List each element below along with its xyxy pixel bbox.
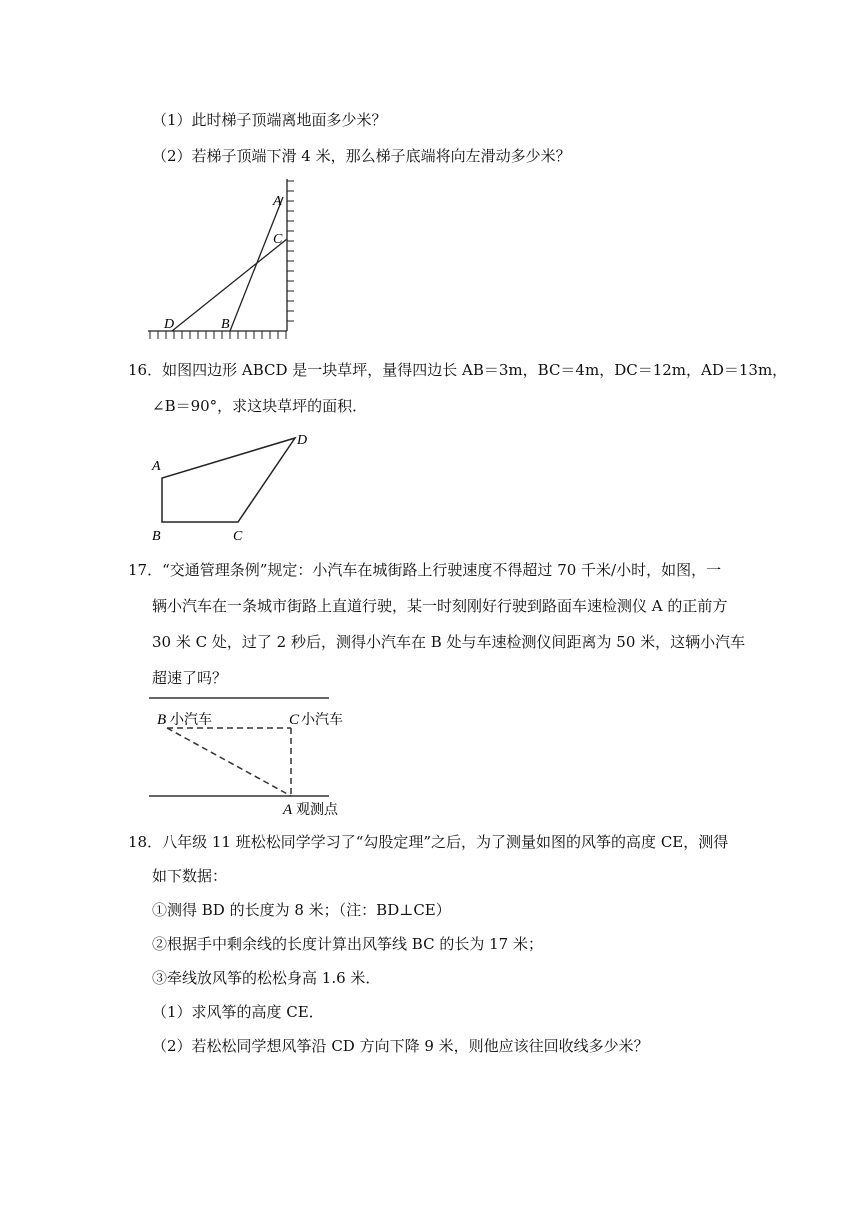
- q17-label-A-text: 观测点: [296, 802, 338, 818]
- q16-line2: ∠B＝90°，求这块草坪的面积．: [152, 397, 368, 415]
- q17-line3: 30 米 C 处，过了 2 秒后，测得小汽车在 B 处与车速检测仪间距离为 50 米，这辆小汽车: [152, 633, 746, 651]
- q16-label-D: D: [297, 433, 308, 448]
- q18-line1: 18．八年级 11 班松松同学学习了“勾股定理”之后，为了测量如图的风筝的高度 CE，测得: [128, 833, 729, 851]
- q17-line2: 辆小汽车在一条城市街路上直道行驶，某一时刻刚好行驶到路面车速检测仪 A 的正前方: [152, 597, 728, 615]
- q18-item1: ①测得 BD 的长度为 8 米；（注：BD⊥CE）: [152, 901, 451, 919]
- q17-label-B: B: [157, 712, 167, 728]
- q17-segment-BA: [167, 728, 291, 796]
- q16-line1: 16．如图四边形 ABCD 是一块草坪，量得四边长 AB＝3m，BC＝4m，DC＝12m，AD＝13m，: [128, 361, 788, 379]
- q17-label-B-text: 小汽车: [170, 712, 212, 728]
- q15-sub1: （1）此时梯子顶端离地面多少米？: [152, 111, 387, 129]
- q17-line1: 17．“交通管理条例”规定：小汽车在城街路上行驶速度不得超过 70 千米/小时，如图，一: [128, 561, 722, 579]
- q18-sub1: （1）求风筝的高度 CE．: [152, 1003, 324, 1021]
- q17-label-C: C: [289, 712, 300, 728]
- q16-quadrilateral-ABCD: [162, 438, 295, 522]
- q15-ladder-figure: [140, 175, 300, 345]
- q16-quadrilateral-figure: [140, 428, 320, 548]
- q18-item2: ②根据手中剩余线的长度计算出风筝线 BC 的长为 17 米；: [152, 935, 543, 953]
- q18-sub2: （2）若松松同学想风筝沿 CD 方向下降 9 米，则他应该往回收线多少米？: [152, 1037, 649, 1055]
- q17-label-C-text: 小汽车: [301, 712, 343, 728]
- q15-segment-BA: [230, 197, 283, 331]
- q17-road-figure: [145, 692, 350, 820]
- q15-label-B: B: [221, 317, 230, 332]
- q16-label-C: C: [233, 529, 243, 544]
- q15-sub2: （2）若梯子顶端下滑 4 米，那么梯子底端将向左滑动多少米？: [152, 147, 571, 165]
- q18-item3: ③牵线放风筝的松松身高 1.6 米．: [152, 969, 381, 987]
- q15-label-C: C: [273, 232, 283, 247]
- q18-line2: 如下数据：: [152, 867, 228, 885]
- q15-label-A: A: [273, 194, 282, 209]
- q17-line4: 超速了吗？: [152, 669, 228, 687]
- q15-label-D: D: [164, 317, 175, 332]
- q15-ground-hatch: [150, 331, 286, 339]
- q16-label-A: A: [152, 459, 161, 474]
- q15-wall-hatch: [287, 181, 294, 321]
- q17-label-A: A: [283, 802, 293, 818]
- q16-label-B: B: [152, 529, 161, 544]
